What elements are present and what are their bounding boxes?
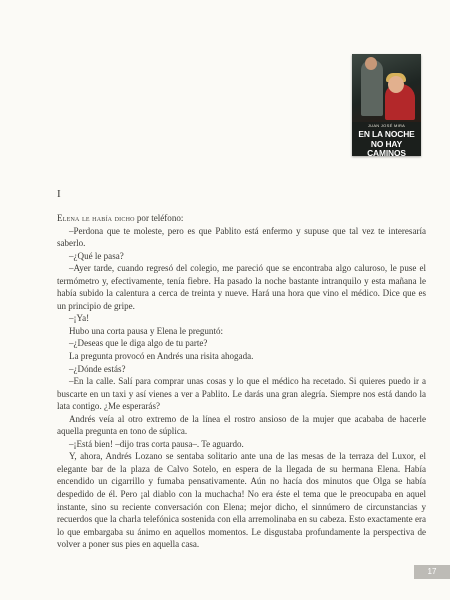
page-number: 17 — [414, 565, 450, 579]
paragraph: –En la calle. Salí para comprar unas cosas y lo que el médico ha recetado. Si quieres puedo ir a buscarte en un taxi y así vienes a ver a Pablito. Le darás una gran alegría. Siempre nos está dando la lata contigo. ¿Me esperarás? — [57, 376, 426, 412]
chapter-body — [57, 212, 426, 551]
chapter-number: I — [57, 188, 61, 200]
opening-smallcaps: Elena le había dicho — [57, 213, 135, 223]
paragraph: –¿Qué le pasa? — [69, 250, 124, 261]
paragraph: La pregunta provocó en Andrés una risita ahogada. — [69, 351, 254, 362]
cover-figure-man-head — [365, 57, 377, 70]
cover-figure-woman-head — [388, 76, 404, 93]
book-cover-image — [352, 54, 421, 156]
paragraph: –¡Está bien! –dijo tras corta pausa–. Te aguardo. — [69, 438, 244, 449]
paragraph: –¡Ya! — [69, 313, 90, 324]
paragraph: –Ayer tarde, cuando regresó del colegio, me pareció que se encontraba algo caluroso, le puse el termómetro y, efectivamente, tenía fiebre. Ha pasado la noche bastante intranquilo y esta mañana le había subido la calentura a cerca de treinta y nueve. Hará una hora que vino el médico. Dice que es un principio de gripe. — [57, 263, 426, 311]
paragraph: Andrés veía al otro extremo de la línea el rostro ansioso de la mujer que acababa de hacerle aquella pregunta en tono de súplica. — [57, 413, 426, 437]
paragraph: Y, ahora, Andrés Lozano se sentaba solitario ante una de las mesas de la terraza del Luxor, el elegante bar de la plaza de Calvo Sotelo, en espera de la llegada de su hermana Elena. Había encendido un cigarrillo y fumaba pensativamente. Aún no hacía dos minutos que Olga se había despedido de él. Pero ¡al diablo con la muchacha! No era éste el tema que le preocupaba en aquel instante, sino su reciente conversación con Elena; mejor dicho, el sinnúmero de circunstancias y recuerdos que la charla telefónica sostenida con ella arremolinaba en su cabeza. Esto exactamente era lo que embargaba su ánimo en aquellos momentos. Le disgustaba profundamente la perspectiva de volver a poner sus pies en aquella casa. — [57, 451, 426, 550]
cover-title-line-2: NO HAY CAMINOS — [367, 138, 406, 156]
cover-title-line-1: EN LA NOCHE — [358, 129, 415, 139]
paragraph: Hubo una corta pausa y Elena le preguntó: — [69, 325, 223, 336]
opening-rest: por teléfono: — [134, 213, 184, 223]
paragraph — [57, 212, 426, 225]
paragraph: –¿Dónde estás? — [69, 363, 126, 374]
cover-title — [352, 130, 421, 156]
cover-illustration — [352, 54, 421, 122]
cover-author: JUAN JOSÉ MIRA — [367, 123, 406, 128]
paragraph: –¿Deseas que le diga algo de tu parte? — [69, 338, 208, 349]
paragraph: –Perdona que te moleste, pero es que Pablito está enfermo y supuse que tal vez te interesaría saberlo. — [57, 225, 426, 249]
